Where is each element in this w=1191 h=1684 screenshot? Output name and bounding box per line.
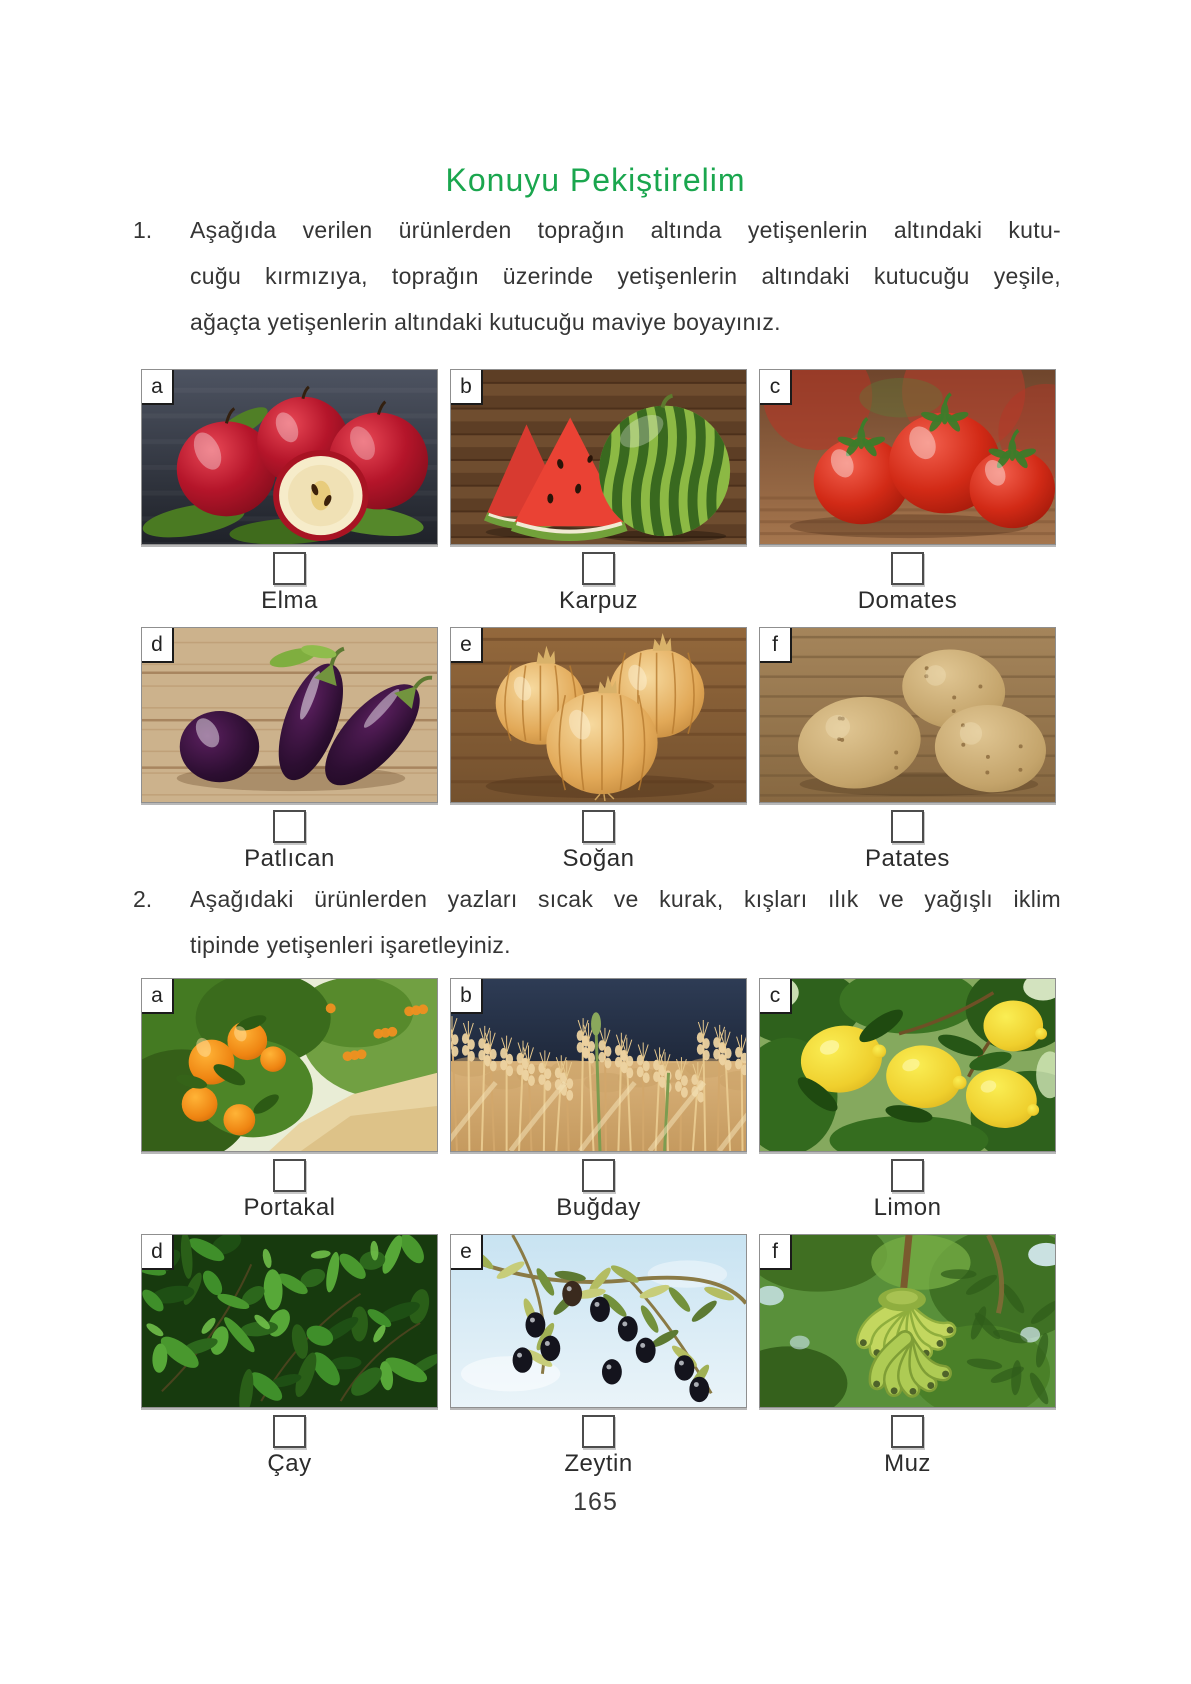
image-letter-badge: e	[451, 628, 483, 663]
produce-photo-lemons	[759, 978, 1056, 1152]
page-number: 165	[573, 1488, 618, 1516]
image-letter-badge: d	[142, 1235, 174, 1270]
produce-label: Buğday	[556, 1194, 641, 1221]
produce-photo-eggplants	[141, 627, 438, 803]
produce-label: Soğan	[562, 845, 635, 872]
page-title: Konuyu Pekiştirelim	[445, 162, 746, 198]
image-letter-badge: f	[760, 628, 792, 663]
product-card-lemons	[759, 978, 1056, 1222]
question-1-line-1: Aşağıda verilen ürünlerden toprağın altında yetişenlerin altındaki kutu-	[190, 217, 1061, 243]
question-2-line-2: tipinde yetişenleri işaretleyiniz.	[190, 932, 511, 958]
product-card-eggplants	[141, 627, 438, 873]
answer-checkbox-olives[interactable]	[582, 1415, 615, 1448]
question-1-text	[190, 207, 1061, 345]
produce-photo-apples	[141, 369, 438, 545]
produce-photo-wheat	[450, 978, 747, 1152]
produce-label: Karpuz	[558, 587, 639, 614]
question-1-number: 1.	[133, 217, 153, 243]
question-1-line-3: ağaçta yetişenlerin altındaki kutucuğu maviye boyayınız.	[190, 309, 781, 335]
produce-photo-watermelon	[450, 369, 747, 545]
produce-label: Domates	[857, 587, 958, 614]
image-letter-badge: b	[451, 979, 483, 1014]
question2-image-grid	[141, 978, 1056, 1478]
answer-checkbox-eggplants[interactable]	[273, 810, 306, 843]
question-1	[133, 207, 1061, 345]
question-2-line-1: Aşağıdaki ürünlerden yazları sıcak ve kurak, kışları ılık ve yağışlı iklim	[190, 886, 1061, 912]
answer-checkbox-onions[interactable]	[582, 810, 615, 843]
answer-checkbox-tomatoes[interactable]	[891, 552, 924, 585]
image-letter-badge: e	[451, 1235, 483, 1270]
answer-checkbox-orange-grove[interactable]	[273, 1159, 306, 1192]
product-card-bananas	[759, 1234, 1056, 1478]
produce-photo-orange-grove	[141, 978, 438, 1152]
produce-photo-potatoes	[759, 627, 1056, 803]
produce-label: Limon	[873, 1194, 942, 1221]
produce-photo-bananas	[759, 1234, 1056, 1408]
produce-photo-tea	[141, 1234, 438, 1408]
product-card-olives	[450, 1234, 747, 1478]
answer-checkbox-bananas[interactable]	[891, 1415, 924, 1448]
question-2-text	[190, 876, 1061, 968]
product-card-tea	[141, 1234, 438, 1478]
product-card-potatoes	[759, 627, 1056, 873]
product-card-orange-grove	[141, 978, 438, 1222]
question-2-number: 2.	[133, 886, 153, 912]
question-1-line-2: cuğu kırmızıya, toprağın üzerinde yetişenlerin altındaki kutucuğu yeşile,	[190, 263, 1061, 289]
image-letter-badge: a	[142, 370, 174, 405]
product-card-tomatoes	[759, 369, 1056, 615]
produce-photo-onions	[450, 627, 747, 803]
answer-checkbox-potatoes[interactable]	[891, 810, 924, 843]
produce-label: Patlıcan	[244, 845, 335, 872]
product-card-watermelon	[450, 369, 747, 615]
produce-label: Zeytin	[564, 1450, 633, 1477]
answer-checkbox-wheat[interactable]	[582, 1159, 615, 1192]
produce-label: Elma	[261, 587, 318, 614]
image-letter-badge: c	[760, 979, 792, 1014]
image-letter-badge: c	[760, 370, 792, 405]
produce-label: Portakal	[243, 1194, 336, 1221]
image-letter-badge: a	[142, 979, 174, 1014]
produce-photo-tomatoes	[759, 369, 1056, 545]
produce-label: Çay	[267, 1450, 312, 1477]
produce-label: Patates	[865, 845, 950, 872]
image-letter-badge: d	[142, 628, 174, 663]
produce-label: Muz	[884, 1450, 931, 1477]
image-letter-badge: f	[760, 1235, 792, 1270]
question-2	[133, 876, 1061, 968]
product-card-wheat	[450, 978, 747, 1222]
product-card-apples	[141, 369, 438, 615]
answer-checkbox-watermelon[interactable]	[582, 552, 615, 585]
answer-checkbox-lemons[interactable]	[891, 1159, 924, 1192]
answer-checkbox-apples[interactable]	[273, 552, 306, 585]
produce-photo-olives	[450, 1234, 747, 1408]
question1-image-grid	[141, 369, 1056, 873]
product-card-onions	[450, 627, 747, 873]
answer-checkbox-tea[interactable]	[273, 1415, 306, 1448]
image-letter-badge: b	[451, 370, 483, 405]
